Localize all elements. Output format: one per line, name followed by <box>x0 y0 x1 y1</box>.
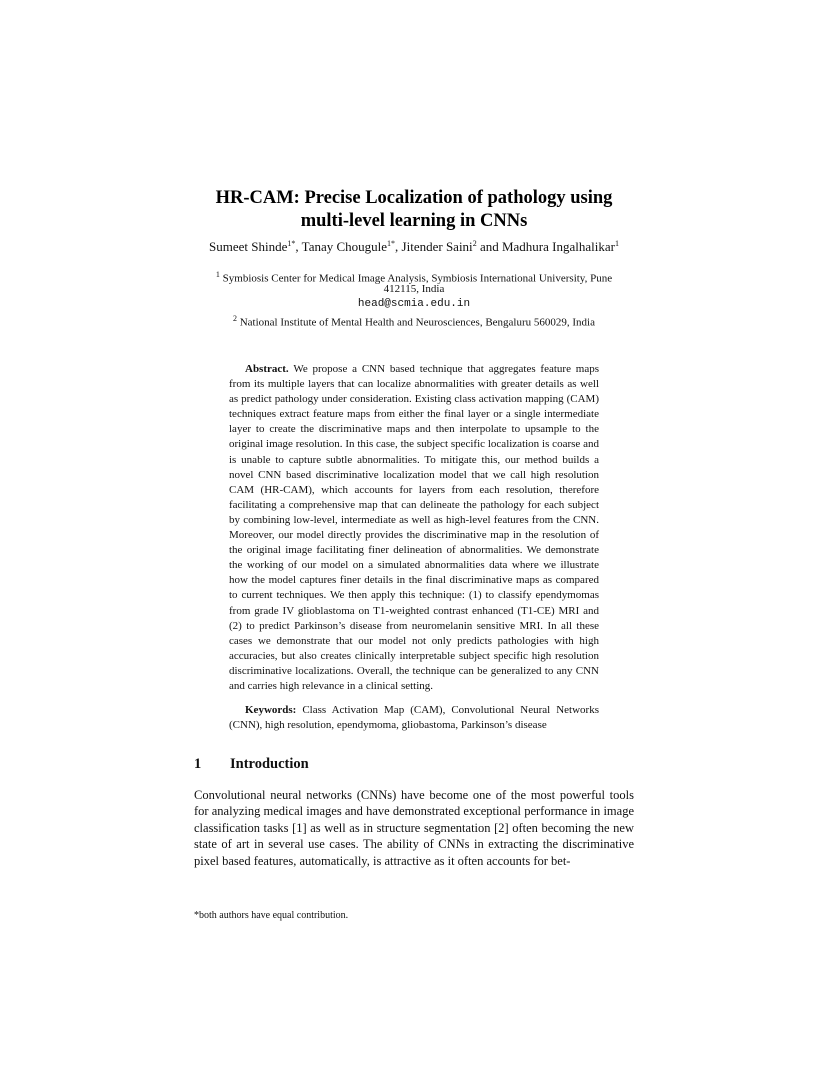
affiliation-mark: 2 <box>232 314 237 323</box>
affiliation-1-cont <box>200 282 628 297</box>
affiliation-1-line-1: Symbiosis Center for Medical Image Analysis, Symbiosis International University, Pune <box>222 272 613 285</box>
author-list <box>0 239 828 255</box>
section-number: 1 <box>194 756 202 772</box>
author-name: Sumeet Shinde <box>209 239 288 254</box>
keywords-paragraph <box>229 703 599 733</box>
footnote: *both authors have equal contribution. <box>194 910 349 921</box>
contact-email[interactable]: head@scmia.edu.in <box>357 298 471 310</box>
author-mark: 1 <box>614 239 619 248</box>
affiliation-2-line-1: National Institute of Mental Health and Neurosciences, Bengaluru 560029, India <box>239 316 595 329</box>
author-name: Jitender Saini <box>401 239 473 254</box>
paper-title <box>0 187 828 233</box>
abstract-paragraph <box>229 362 599 694</box>
affiliation-2 <box>200 311 628 331</box>
title-line-1: HR-CAM: Precise Localization of pathology using <box>215 188 613 208</box>
abstract-text: We propose a CNN based technique that aggregates feature maps from its multiple layers that can localize abnormalities with greater details as well as predict pathology under consideration. Existing class activation mapping (CAM) techniques extract feature maps from either the final layer or a single intermediate layer to create the discriminative maps and then interpolate to upsample to the original image resolution. In this case, the subject specific localization is coarse and is unable to capture subtle abnormalities. To mitigate this, our method builds a novel CNN based discriminative localization model that we call high resolution CAM (HR-CAM), which accounts for layers from each resolution, therefore facilitating a comprehensive map that can delineate the pathology for each subject by combining low-level, intermediate as well as high-level features from the CNN. Moreover, our model directly provides the discriminative map in the resolution of the original image facilitating finer delineation of abnormalities. We demonstrate the working of our model on a simulated abnormalities data where we illustrate how the model captures finer details in the final discriminative maps as compared to current techniques. We then apply this technique: (1) to classify ependymomas from grade IV glioblastoma on T1-weighted contrast enhanced (T1-CE) MRI and (2) to predict Parkinson’s disease from neuromelanin sensitive MRI. In all these cases we demonstrate that our model not only predicts pathologies with high accuracies, but also creates clinically interpretable subject specific high resolution discriminative localizations. Overall, the technique can be generalized to any CNN and carries high relevance in a clinical setting. <box>229 363 599 692</box>
author-mark: 2 <box>472 239 477 248</box>
section-heading <box>194 755 309 773</box>
author-name: Madhura Ingalhalikar <box>501 239 615 254</box>
affiliation-1-line-2: 412115, India <box>383 283 445 295</box>
intro-paragraph: Convolutional neural networks (CNNs) have become one of the most powerful tools for analyzing medical images and have demonstrated exceptional performance in image classification tasks [1] as well as in structure segmentation [2] often becoming the new state of art in several use cases. The ability of CNNs in extracting the discriminative pixel based features, automatically, is attractive as it often accounts for bet- <box>194 788 634 868</box>
abstract-block <box>229 362 599 733</box>
author-separator: , <box>395 239 402 254</box>
keywords-label: Keywords: <box>245 704 297 717</box>
author-name: Tanay Chougule <box>301 239 388 254</box>
affiliation-mark: 1 <box>215 270 220 279</box>
author-mark: 1* <box>387 239 396 248</box>
author-separator: and <box>476 239 502 254</box>
author-mark: 1* <box>287 239 296 248</box>
author-separator: , <box>295 239 302 254</box>
abstract-label: Abstract. <box>245 363 289 375</box>
keywords-text: Class Activation Map (CAM), Convolutional Neural Networks (CNN), high resolution, ependymoma, gliobastoma, Parkinson’s disease <box>229 704 600 732</box>
section-title: Introduction <box>230 756 309 772</box>
title-line-2: multi-level learning in CNNs <box>300 211 528 231</box>
